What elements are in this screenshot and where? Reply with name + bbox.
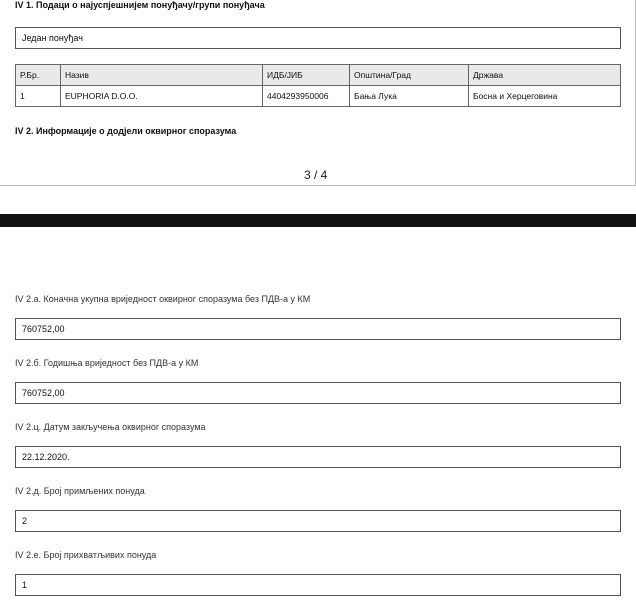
field-label-acceptable-bids: IV 2.е. Број прихватљивих понуда	[15, 550, 157, 560]
document-page-4	[0, 236, 636, 600]
page-number: 3 / 4	[304, 168, 328, 182]
field-total-value: 760752,00	[15, 318, 621, 340]
field-label-agreement-date: IV 2.ц. Датум закључења оквирног споразума	[15, 422, 206, 432]
field-label-total-value: IV 2.а. Коначна укупна вриједност оквирног споразума без ПДВ-а у КМ	[15, 294, 311, 304]
field-label-received-bids: IV 2.д. Број примљених понуда	[15, 486, 145, 496]
table-cell: Бања Лука	[350, 86, 469, 107]
table-cell: Босна и Херцеговина	[469, 86, 621, 107]
bidder-type-field: Један понуђач	[15, 27, 621, 49]
field-annual-value: 760752,00	[15, 382, 621, 404]
table-cell: 1	[16, 86, 61, 107]
section-heading-iv1: IV 1. Подаци о најуспјешнијем понуђачу/групи понуђача	[15, 0, 265, 10]
table-cell: 4404293950006	[263, 86, 350, 107]
page-gap-bar	[0, 214, 636, 227]
document-page-3	[0, 0, 636, 186]
page-separator	[0, 186, 636, 236]
best-bidder-table	[15, 64, 621, 107]
field-agreement-date: 22.12.2020.	[15, 446, 621, 468]
table-cell: EUPHORIA D.O.O.	[61, 86, 263, 107]
column-header: Држава	[469, 65, 621, 86]
table-header-row	[16, 65, 621, 86]
field-acceptable-bids: 1	[15, 574, 621, 596]
column-header: Општина/Град	[350, 65, 469, 86]
column-header: Р.Бр.	[16, 65, 61, 86]
field-label-annual-value: IV 2.б. Годишња вриједност без ПДВ-а у КМ	[15, 358, 199, 368]
section-heading-iv2: IV 2. Информације о додјели оквирног споразума	[15, 126, 237, 136]
field-received-bids: 2	[15, 510, 621, 532]
column-header: ИДБ/ЈИБ	[263, 65, 350, 86]
table-row	[16, 86, 621, 107]
column-header: Назив	[61, 65, 263, 86]
